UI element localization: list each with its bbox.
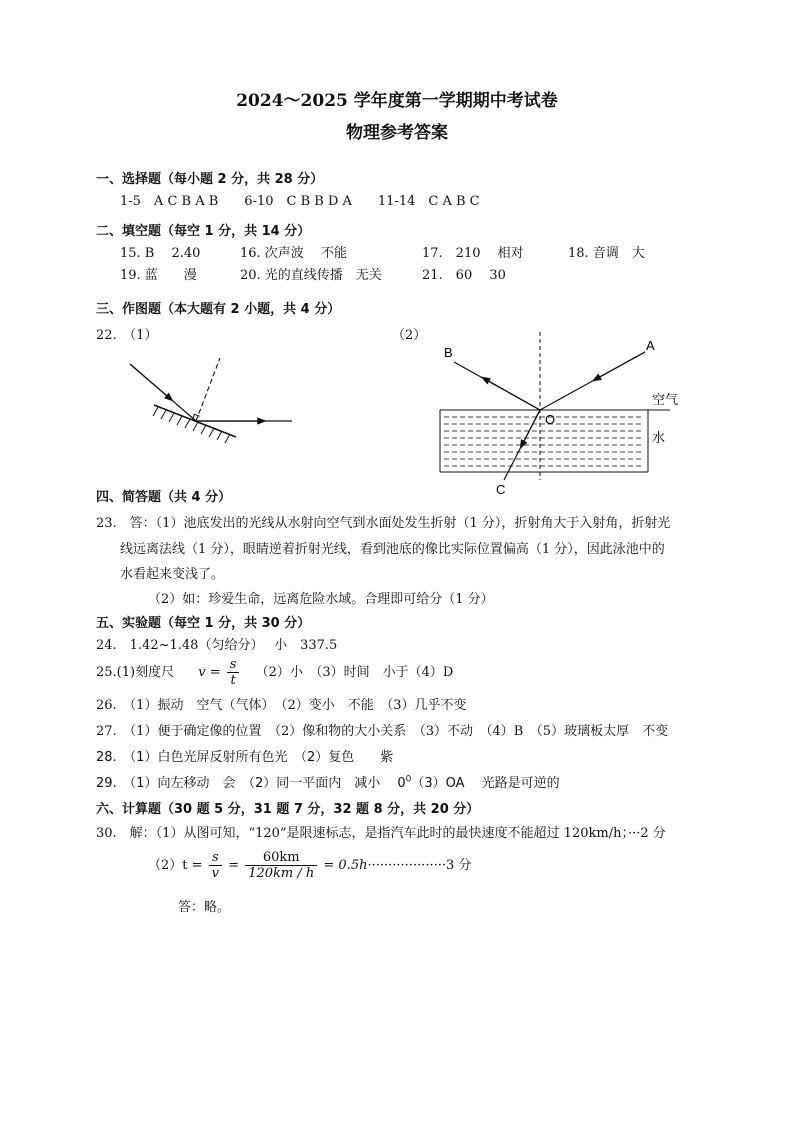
answer-q19: 19. 蓝 漫 [120, 268, 197, 283]
answer-q26: 26. （1）振动 空气（气体） （2）变小 不能 （3）几乎不变 [96, 698, 467, 713]
answer-q27: 27. （1）便于确定像的位置 （2）像和物的大小关系 （3）不动 （4）B （5）玻璃板太厚 不变 [96, 724, 669, 739]
q25-fraction-num: s [227, 657, 240, 673]
q30-f1-den: v [211, 866, 220, 881]
q25-part1: 25.(1)刻度尺 [96, 665, 175, 680]
section-fill-header: 二、填空题（每空 1 分，共 14 分） [96, 224, 311, 239]
answer-q20: 20. 光的直线传播 无关 [240, 268, 382, 283]
q30-fraction-1 [209, 850, 222, 881]
q30-f2-den: 120km / h [248, 866, 315, 881]
reflected-ray-OB-arrow [485, 379, 540, 410]
section-drawing-header: 三、作图题（本大题有 2 小题，共 4 分） [96, 302, 341, 317]
label-C: C [496, 482, 506, 497]
label-O: O [545, 412, 556, 427]
answer-q23-line3: 水看起来变浅了。 [120, 567, 225, 582]
answer-q24: 24. 1.42~1.48（匀给分） 小 337.5 [96, 638, 338, 653]
q30-points: ···················3 分 [367, 858, 472, 873]
q29-degree: 0 [405, 774, 412, 785]
q30-f1-num: s [209, 850, 222, 866]
answer-q23-line1: 23. 答：（1）池底发出的光线从水射向空气到水面处发生折射（1 分），折射角大于入射角，折射光 [96, 516, 671, 531]
page-title: 2024～2025 学年度第一学期期中考试卷 [236, 91, 558, 111]
q30-f2-num: 60km [245, 850, 317, 866]
answer-q22-part2-label: （2） [392, 328, 427, 343]
answer-q23-line2: 线远离法线（1 分），眼睛逆着折射光线，看到池底的像比实际位置偏高（1 分），因此泳池中的 [120, 542, 665, 557]
answer-q15: 15. B 2.40 [120, 246, 201, 261]
section-experiment-header: 五、实验题（每空 1 分，共 30 分） [96, 616, 311, 631]
choice-answers: 1-5 A C B A B 6-10 C B B D A 11-14 C A B C [120, 194, 480, 209]
answer-q28: 28. （1）白色光屏反射所有色光 （2）复色 紫 [96, 750, 394, 765]
q29-part1: 29. （1）向左移动 会 （2）同一平面内 减小 0 [96, 776, 406, 791]
water-hatching [444, 417, 644, 466]
incident-ray-AO-arrow [596, 352, 645, 379]
answer-q30-formula: （2）t = $\frac{s}{v}$ = $\frac{60km}{120km / h}$ = 0.5h···················3 分 [148, 850, 472, 881]
label-B: B [444, 345, 453, 360]
q25-fraction [227, 657, 240, 688]
answer-q17: 17. 210 相对 [422, 246, 524, 261]
q30-fraction-2 [245, 850, 317, 881]
q29-part2: （3）OA 光路是可逆的 [411, 776, 560, 791]
answer-q29 [96, 772, 560, 791]
page-subtitle: 物理参考答案 [346, 123, 448, 143]
answer-q25 [96, 656, 453, 690]
refraction-diagram [430, 330, 700, 500]
normal-line [196, 358, 220, 421]
answer-q16: 16. 次声波 不能 [240, 246, 347, 261]
label-air: 空气 [652, 392, 679, 407]
q30-result: = 0.5h [323, 858, 368, 873]
section-choice-header: 一、选择题（每小题 2 分，共 28 分） [96, 172, 324, 187]
label-A: A [646, 338, 655, 353]
q25-part2: （2）小 （3）时间 小于（4）D [255, 665, 454, 680]
q30-formula-prefix: （2）t = [148, 858, 203, 873]
answer-q21: 21. 60 30 [422, 268, 506, 283]
label-water: 水 [652, 430, 666, 445]
answer-q22-label: 22. （1） [96, 328, 158, 343]
answer-q30-line1: 30. 解：（1）从图可知，“120”是限速标志，是指汽车此时的最快速度不能超过 120km/h；···2 分 [96, 826, 666, 841]
incident-ray-arrow [130, 364, 170, 399]
q25-v-symbol: v = [198, 665, 225, 680]
answer-q23-line4: （2）如：珍爱生命，远离危险水域。合理即可给分（1 分） [148, 592, 494, 607]
mirror-hatching [153, 407, 230, 443]
section-short-answer-header: 四、简答题（共 4 分） [96, 490, 232, 505]
q25-fraction-den: t [230, 673, 236, 688]
refracted-ray-OC-arrow [522, 410, 540, 445]
answer-q18: 18. 音调 大 [568, 246, 645, 261]
answer-q30-conclusion: 答：略。 [178, 900, 231, 915]
reflection-diagram [120, 350, 310, 450]
section-calc-header: 六、计算题（30 题 5 分，31 题 7 分，32 题 8 分，共 20 分） [96, 802, 480, 817]
